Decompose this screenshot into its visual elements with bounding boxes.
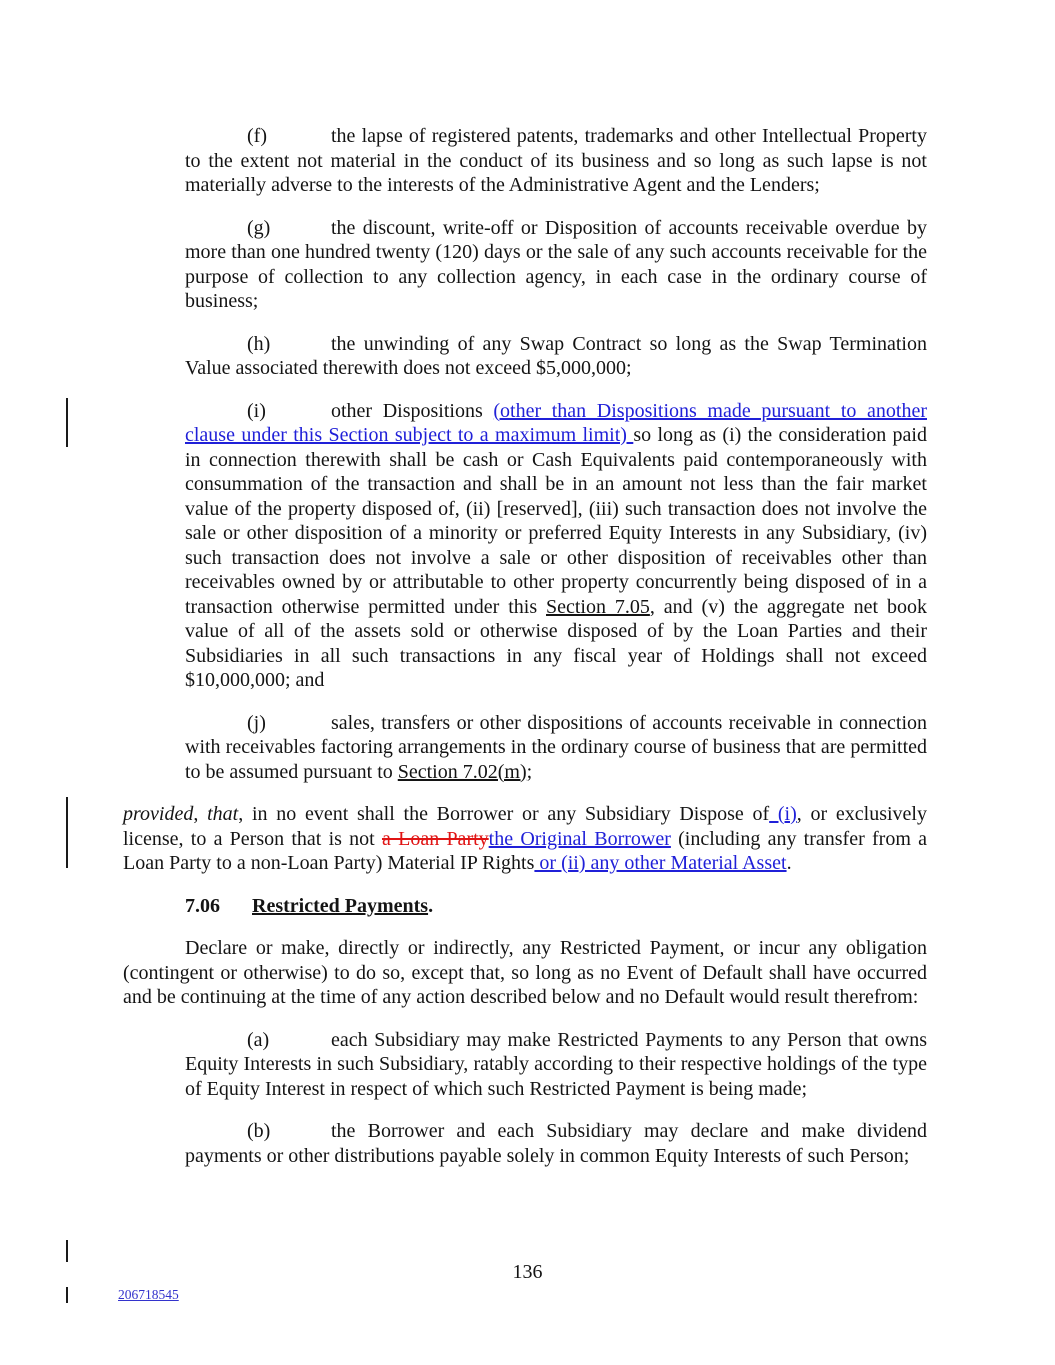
paragraph-h (185, 332, 927, 381)
text-run-it: that (207, 803, 239, 825)
text-run-u: Section 7.02(m) (397, 760, 527, 783)
text-run-ins: the Original Borrower (488, 827, 671, 850)
text-run: , (193, 803, 208, 825)
text-run: sales, transfers or other dispositions of accounts receivable in connection with receivables factoring arrangements in the ordinary course of business that are permitted to be assumed pursuant to (185, 711, 927, 783)
paragraph-label: (i) (247, 399, 266, 422)
paragraph-label: (j) (247, 711, 266, 734)
document-body (123, 124, 927, 1168)
paragraph-j (185, 711, 927, 785)
paragraph-i (185, 399, 927, 693)
text-run: Declare or make, directly or indirectly, any Restricted Payment, or incur any obligation (contingent or otherwise) to do so, except that, so long as no Event of Default shall have occurred and be continuing at the time of any action described below and no Default would result therefrom: (123, 937, 927, 1008)
text-run-del: a Loan Party (381, 827, 489, 850)
revision-change-bar (66, 1287, 68, 1303)
revision-change-bar (66, 1240, 68, 1262)
page-number: 136 (512, 1261, 543, 1283)
text-run: the unwinding of any Swap Contract so long as the Swap Termination Value associated therewith does not exceed $5,000,000; (185, 332, 927, 379)
text-run-b: . (428, 894, 434, 917)
text-run: , and (v) the aggregate net book value of all of the assets sold or otherwise disposed of by the Loan Parties and their Subsidiaries in all such transactions in any fiscal year of Holdings shall not exceed $10,000,000; and (185, 595, 927, 691)
paragraph-b (185, 1119, 927, 1168)
paragraph-label: (a) (247, 1028, 270, 1051)
text-run: other Dispositions (331, 399, 494, 422)
text-run-ins: (other than Dispositions made pursuant to another clause under this Section subject to a maximum limit) (185, 399, 927, 446)
text-run: , in no event shall the Borrower or any Subsidiary Dispose of (238, 803, 770, 825)
text-run: the Borrower and each Subsidiary may declare and make dividend payments or other distributions payable solely in common Equity Interests of such Person; (185, 1120, 927, 1167)
paragraph-f (185, 124, 927, 198)
paragraph-a (185, 1028, 927, 1102)
document-id-link[interactable]: 206718545 (118, 1287, 179, 1302)
revision-change-bar (66, 797, 68, 868)
paragraph-proviso (123, 802, 927, 876)
paragraph-label: (h) (247, 332, 271, 355)
text-run-bu: Restricted Payments (252, 894, 429, 917)
paragraph-label: (b) (247, 1120, 271, 1142)
text-run-it: provided (123, 803, 194, 825)
text-run-u: Section 7.05 (546, 595, 650, 618)
paragraph-label: 7.06 (185, 894, 220, 917)
paragraph-label: (f) (247, 125, 267, 147)
text-run-ins: (i) (769, 803, 797, 825)
text-run-ins: or (ii) any other Material Asset (534, 852, 787, 874)
text-run: the discount, write-off or Disposition of accounts receivable overdue by more than one hundred twenty (120) days or the sale of any such accounts receivable for the purpose of collection to any collection agency, in each case in the ordinary course of business; (185, 216, 927, 312)
text-run: , or exclusively license, to a Person that is not (123, 803, 927, 850)
paragraph-section-7-06 (185, 894, 927, 919)
text-run: the lapse of registered patents, trademarks and other Intellectual Property to the extent not material in the conduct of its business and so long as such lapse is not materially adverse to the interests of the Administrative Agent and the Lenders; (185, 125, 927, 196)
text-run: each Subsidiary may make Restricted Payments to any Person that owns Equity Interests in such Subsidiary, ratably according to their respective holdings of the type of Equity Interest in respect of which such Restricted Payment is being made; (185, 1028, 927, 1100)
paragraph-g (185, 216, 927, 314)
text-run: (including any transfer from a Loan Party to a non-Loan Party) Material IP Rights (123, 827, 927, 874)
revision-change-bar (66, 398, 68, 447)
text-run: so long as (i) the consideration paid in connection therewith shall be cash or Cash Equivalents paid contemporaneously with consummation of the transaction and shall be in an amount not less than the fair market value of the property disposed of, (ii) [reserved], (iii) such transaction does not involve the sale or other disposition of a minority or preferred Equity Interests in any Subsidiary, (iv) such transaction does not involve a sale or other disposition of receivables other than receivables owned by or attributable to other property concurrently being disposed of in a transaction otherwise permitted under this (185, 424, 927, 618)
text-run: ; (526, 760, 533, 783)
paragraph-label: (g) (247, 216, 271, 239)
paragraph-declare (123, 936, 927, 1010)
text-run: . (786, 852, 792, 874)
